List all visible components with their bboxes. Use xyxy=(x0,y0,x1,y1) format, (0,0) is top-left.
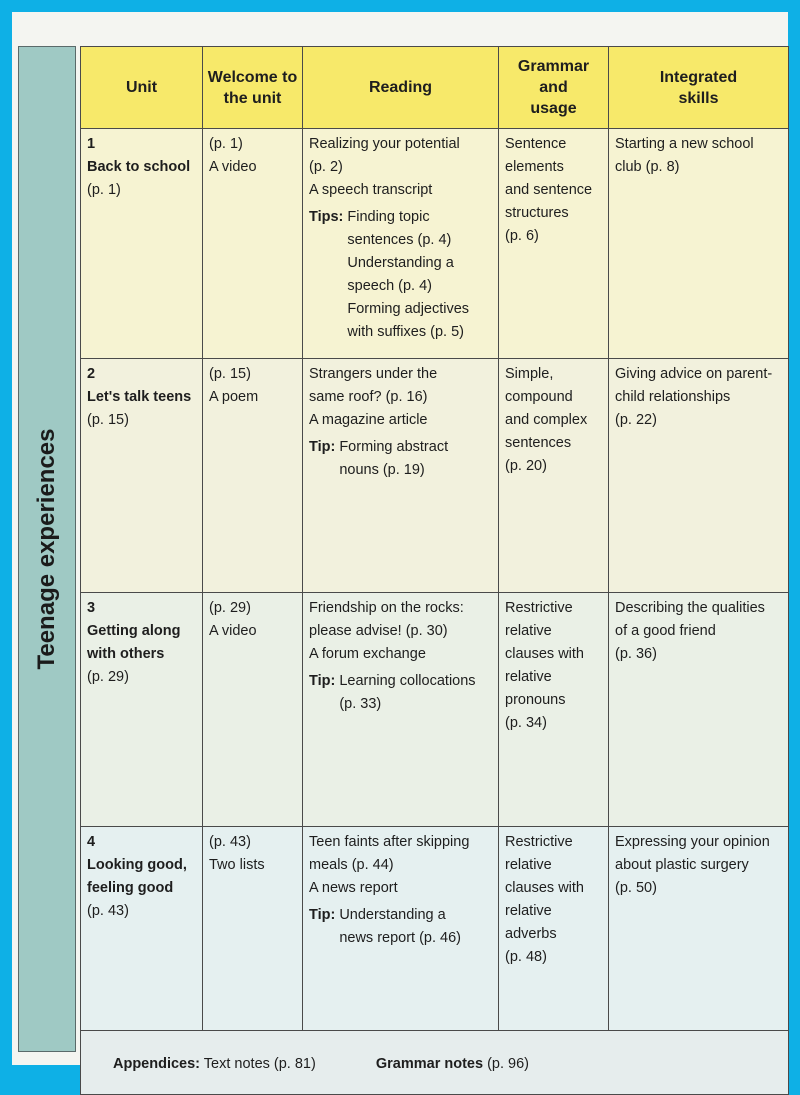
unit-row xyxy=(81,359,789,593)
grammar-notes-label: Grammar notes xyxy=(375,1056,484,1072)
reading-cell: Strangers under the same roof? (p. 16) A magazine article Tip: Forming abstract nouns (p. 19) xyxy=(303,359,499,593)
reading-cell: Friendship on the rocks: please advise! (p. 30) A forum exchange Tip: Learning collocations (p. 33) xyxy=(303,593,499,827)
theme-title: Teenage experiences xyxy=(33,428,60,670)
unit-row xyxy=(81,827,789,1031)
grammar-cell: Restrictive relative clauses with relative adverbs (p. 48) xyxy=(499,827,609,1031)
tips-block: Tip: Learning collocations (p. 33) xyxy=(309,673,476,712)
reading-cell: Realizing your potential (p. 2) A speech transcript Tips: Finding topic sentences (p. 4) Understanding a speech (p. 4) Forming adjectives with suffixes (p. 5) xyxy=(303,129,499,359)
appendices-text: Text notes (p. 81) xyxy=(203,1056,316,1072)
header-welcome: Welcome to the unit xyxy=(203,47,303,129)
welcome-cell: (p. 29) A video xyxy=(203,593,303,827)
welcome-cell: (p. 15) A poem xyxy=(203,359,303,593)
footer-row xyxy=(81,1031,789,1095)
skills-cell: Starting a new school club (p. 8) xyxy=(609,129,789,359)
grammar-cell: Sentence elements and sentence structures (p. 6) xyxy=(499,129,609,359)
appendices-label: Appendices: xyxy=(113,1056,201,1072)
grammar-cell: Simple, compound and complex sentences (p. 20) xyxy=(499,359,609,593)
unit-cell: 1 Back to school (p. 1) xyxy=(81,129,203,359)
contents-page xyxy=(12,12,788,1072)
appendices-cell xyxy=(81,1031,789,1095)
tips-block: Tips: Finding topic sentences (p. 4) Understanding a speech (p. 4) Forming adjectives with suffixes (p. 5) xyxy=(309,209,470,340)
unit-cell: 4 Looking good, feeling good (p. 43) xyxy=(81,827,203,1031)
skills-cell: Expressing your opinion about plastic surgery (p. 50) xyxy=(609,827,789,1031)
skills-cell: Describing the qualities of a good friend (p. 36) xyxy=(609,593,789,827)
reading-cell: Teen faints after skipping meals (p. 44) A news report Tip: Understanding a news report (p. 46) xyxy=(303,827,499,1031)
header-grammar: Grammar and usage xyxy=(499,47,609,129)
header-row xyxy=(81,47,789,129)
welcome-cell: (p. 1) A video xyxy=(203,129,303,359)
contents-table xyxy=(80,46,789,1095)
unit-cell: 3 Getting along with others (p. 29) xyxy=(81,593,203,827)
unit-row xyxy=(81,593,789,827)
skills-cell: Giving advice on parent- child relationships (p. 22) xyxy=(609,359,789,593)
welcome-cell: (p. 43) Two lists xyxy=(203,827,303,1031)
unit-row xyxy=(81,129,789,359)
theme-sidebar xyxy=(18,46,76,1052)
grammar-notes-page: (p. 96) xyxy=(487,1056,529,1072)
tips-block: Tip: Understanding a news report (p. 46) xyxy=(309,907,462,946)
header-unit: Unit xyxy=(81,47,203,129)
header-skills: Integrated skills xyxy=(609,47,789,129)
unit-cell: 2 Let's talk teens (p. 15) xyxy=(81,359,203,593)
header-reading: Reading xyxy=(303,47,499,129)
tips-block: Tip: Forming abstract nouns (p. 19) xyxy=(309,439,449,478)
grammar-cell: Restrictive relative clauses with relative pronouns (p. 34) xyxy=(499,593,609,827)
